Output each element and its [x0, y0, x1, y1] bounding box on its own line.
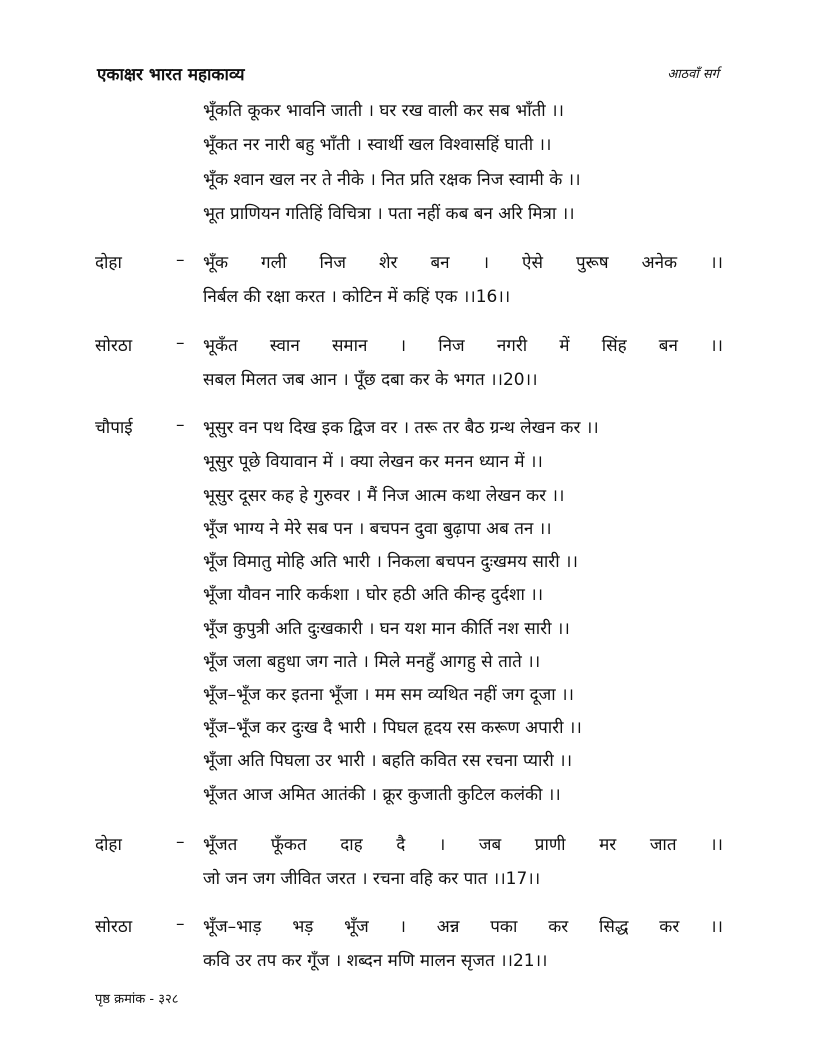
verse-line: भूत प्राणियन गतिहिं विचित्रा । पता नहीं कब बन अरि मित्रा ।। [203, 204, 575, 224]
verse-line: भूँज विमातु मोहि अति भारी । निकला बचपन दुःखमय सारी ।। [203, 552, 578, 572]
verse-line: भूँज–भाड़ भड़ भूँज । अन्न पका कर सिद्ध कर ।। [203, 917, 723, 937]
verse-type-label: सोरठा [95, 336, 133, 356]
verse-line: जो जन जग जीवित जरत । रचना वहि कर पात ।।17।। [203, 869, 541, 889]
verse-line: भूँकत नर नारी बहु भाँती । स्वार्थी खल विश्वासहिं घाती ।। [203, 135, 552, 155]
verse-line: भूँज–भूँज कर दुःख दै भारी । पिघल हृदय रस करूण अपारी ।। [203, 718, 582, 738]
verse-line: भूँकति कूकर भावनि जाती । घर रख वाली कर सब भाँती ।। [203, 101, 564, 121]
verse-dash: – [176, 415, 185, 435]
verse-line: भूसुर पूछे वियावान में । क्या लेखन कर मनन ध्यान में ।। [203, 452, 543, 472]
verse-line: भूँज–भूँज कर इतना भूँजा । मम सम व्यथित नहीं जग दूजा ।। [203, 685, 574, 705]
verse-line: भूँज भाग्य ने मेरे सब पन । बचपन दुवा बुढ़ापा अब तन ।। [203, 519, 552, 539]
verse-line: भूँज जला बहुधा जग नाते । मिले मनहुँ आगहु से ताते ।। [203, 652, 541, 672]
verse-line: भूँज कुपुत्री अति दुःखकारी । घन यश मान कीर्ति नश सारी ।। [203, 619, 570, 639]
verse-line: भूँजत फूँकत दाह दै । जब प्राणी मर जात ।। [203, 835, 723, 855]
verse-dash: – [176, 333, 185, 353]
verse-line: सबल मिलत जब आन । पूँछ दबा कर के भगत ।।20।। [203, 370, 538, 390]
verse-line: कवि उर तप कर गूँज । शब्दन मणि मालन सृजत ।।21।। [203, 951, 548, 971]
verse-line: भूँक गली निज शेर बन । ऐसे पुरूष अनेक ।। [203, 253, 723, 273]
verse-line: भूँजा अति पिघला उर भारी । बहति कवित रस रचना प्यारी ।। [203, 751, 573, 771]
verse-dash: – [176, 914, 185, 934]
page-number: पृष्ठ क्रमांक - ३२८ [95, 992, 179, 1007]
verse-type-label: सोरठा [95, 917, 133, 937]
verse-line: भूसुर दूसर कह हे गुरुवर । मैं निज आत्म कथा लेखन कर ।। [203, 486, 565, 506]
verse-dash: – [176, 832, 185, 852]
verse-line: भूसुर वन पथ दिख इक द्विज वर । तरू तर बैठ ग्रन्थ लेखन कर ।। [203, 418, 599, 438]
verse-type-label: दोहा [95, 253, 122, 273]
verse-line: भूँक श्वान खल नर ते नीके । नित प्रति रक्षक निज स्वामी के ।। [203, 170, 581, 190]
verse-line: निर्बल की रक्षा करत । कोटिन में कहिं एक ।।16।। [203, 287, 511, 307]
verse-dash: – [176, 250, 185, 270]
verse-line: भूँजत आज अमित आतंकी । क्रूर कुजाती कुटिल कलंकी ।। [203, 785, 561, 805]
header-book-title: एकाक्षर भारत महाकाव्य [97, 65, 245, 85]
verse-line: भूँजा यौवन नारि कर्कशा । घोर हठी अति कीन्ह दुर्दशा ।। [203, 585, 544, 605]
verse-type-label: चौपाई [95, 418, 133, 438]
header-canto: आठवाँ सर्ग [667, 67, 719, 82]
verse-line: भूकँत स्वान समान । निज नगरी में सिंह बन ।। [203, 336, 723, 356]
verse-type-label: दोहा [95, 835, 122, 855]
